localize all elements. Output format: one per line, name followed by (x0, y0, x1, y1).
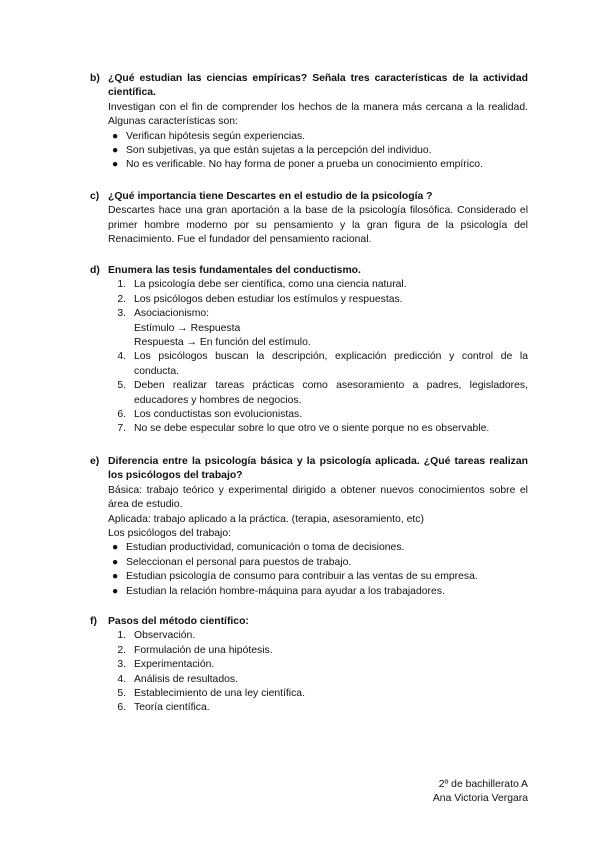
question-text: Pasos del método científico: (108, 616, 249, 627)
bullet-icon: ● (112, 571, 119, 583)
question-c (90, 190, 528, 204)
list-item: 4. Los psicólogos buscan la descripción, explicación predicción y control de la conducta. (117, 351, 528, 377)
section-b (90, 72, 528, 173)
bullet-icon: ● (112, 159, 119, 171)
list-item: 5. Deben realizar tareas prácticas como asesoramiento a padres, legisladores, educadores y hombres de negocios. (117, 380, 528, 406)
question-e (90, 455, 528, 484)
section-e (90, 455, 528, 599)
list-item: ● Estudian psicología de consumo para contribuir a las ventas de su empresa. (108, 570, 528, 584)
work-intro: Los psicólogos del trabajo: (108, 528, 232, 540)
question-letter: f) (90, 616, 97, 627)
question-f (90, 615, 528, 629)
method-steps-list (108, 629, 528, 715)
bullet-icon: ● (112, 542, 119, 554)
section-c (90, 190, 528, 248)
aplicada-text: Aplicada: trabajo aplicado a la práctica. (terapia, asesoramiento, etc) (108, 513, 424, 525)
list-item: ● Seleccionan el personal para puestos de trabajo. (108, 556, 528, 570)
work-tasks-list (108, 541, 528, 599)
characteristics-list (108, 130, 528, 173)
sub-line: Respuesta → En función del estímulo. (134, 337, 311, 349)
question-letter: d) (90, 265, 100, 276)
question-d (90, 264, 528, 278)
footer-author: Ana Victoria Vergara (432, 793, 528, 805)
bullet-icon: ● (112, 556, 119, 568)
answer-intro: Investigan con el fin de comprender los hechos de la manera más cercana a la realidad. Algunas características son: (108, 101, 528, 128)
question-b (90, 72, 528, 101)
list-item: ● Estudian la relación hombre-máquina para ayudar a los trabajadores. (108, 585, 528, 599)
bullet-icon: ● (112, 585, 119, 597)
section-d (90, 264, 528, 437)
list-item: 4. Análisis de resultados. (117, 673, 238, 685)
list-item: ● Son subjetivas, ya que están sujetas a la percepción del individuo. (108, 144, 528, 158)
answer-text: Descartes hace una gran aportación a la base de la psicología filosófica. Considerado el primer hombre moderno por su pensamiento y la gran figura de la psicología del Renacimiento. Fue el fundador del pensamiento racional. (108, 205, 528, 246)
list-item: 6. Teoría científica. (117, 702, 210, 714)
list-item: 2. Formulación de una hipótesis. (117, 644, 273, 656)
section-f (90, 615, 528, 716)
question-text: ¿Qué estudian las ciencias empíricas? Señala tres características de la actividad científica. (108, 73, 528, 99)
question-text: Diferencia entre la psicología básica y la psicología aplicada. ¿Qué tareas realizan los psicólogos del trabajo? (108, 456, 528, 482)
thesis-list (108, 278, 528, 436)
list-item: 5. Establecimiento de una ley científica. (117, 688, 305, 700)
question-letter: c) (90, 191, 100, 202)
list-item: 3. Asociacionismo: Estímulo → Respuesta Respuesta → En función del estímulo. (108, 307, 528, 350)
list-item: 6. Los conductistas son evolucionistas. (117, 409, 303, 421)
sub-line: Estímulo → Respuesta (134, 322, 241, 334)
question-letter: b) (90, 73, 100, 84)
list-item: 3. Experimentación. (117, 659, 215, 671)
bullet-icon: ● (112, 130, 119, 142)
list-item: 1. La psicología debe ser científica, como una ciencia natural. (117, 279, 407, 291)
question-text: Enumera las tesis fundamentales del conductismo. (108, 265, 361, 276)
footer-course: 2º de bachillerato A (438, 779, 528, 790)
list-item: 1. Observación. (117, 630, 196, 642)
list-item: ● No es verificable. No hay forma de poner a prueba un conocimiento empírico. (108, 158, 528, 172)
list-item: 7. No se debe especular sobre lo que otro ve o siente porque no es observable. (117, 423, 490, 435)
list-item: ● Estudian productividad, comunicación o toma de decisiones. (108, 541, 528, 555)
question-text: ¿Qué importancia tiene Descartes en el estudio de la psicología ? (108, 191, 433, 202)
page-footer (433, 778, 528, 807)
bullet-icon: ● (112, 145, 119, 157)
question-letter: e) (90, 456, 100, 467)
list-item: 2. Los psicólogos deben estudiar los estímulos y respuestas. (117, 293, 403, 305)
basica-text: Básica: trabajo teórico y experimental dirigido a obtener nuevos conocimientos sobre el área de estudio. (108, 484, 528, 511)
list-item: ● Verifican hipótesis según experiencias. (108, 130, 528, 144)
